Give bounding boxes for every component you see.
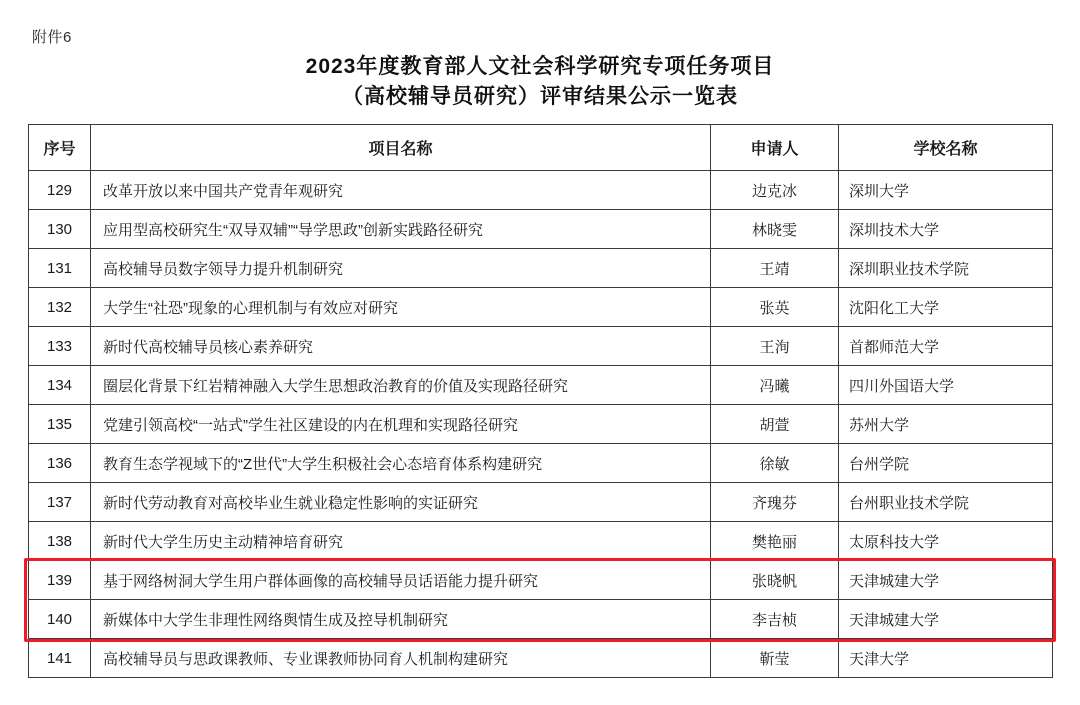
cell-applicant: 边克冰: [711, 171, 839, 210]
cell-applicant: 靳莹: [711, 639, 839, 678]
cell-applicant: 张英: [711, 288, 839, 327]
table-row: [29, 483, 1053, 522]
attachment-label: 附件6: [32, 29, 72, 46]
cell-project-name: 高校辅导员与思政课教师、专业课教师协同育人机制构建研究: [91, 639, 711, 678]
cell-project-name: 党建引领高校“一站式”学生社区建设的内在机理和实现路径研究: [91, 405, 711, 444]
cell-school: 天津大学: [839, 639, 1053, 678]
cell-index: 132: [29, 288, 91, 327]
cell-applicant: 胡萱: [711, 405, 839, 444]
cell-school: 天津城建大学: [839, 600, 1053, 639]
results-table: [28, 124, 1053, 678]
cell-school: 台州职业技术学院: [839, 483, 1053, 522]
table-row: [29, 249, 1053, 288]
cell-project-name: 大学生“社恐”现象的心理机制与有效应对研究: [91, 288, 711, 327]
cell-index: 136: [29, 444, 91, 483]
cell-school: 首都师范大学: [839, 327, 1053, 366]
cell-index: 140: [29, 600, 91, 639]
cell-index: 129: [29, 171, 91, 210]
cell-school: 沈阳化工大学: [839, 288, 1053, 327]
cell-index: 130: [29, 210, 91, 249]
table-row: [29, 366, 1053, 405]
cell-school: 太原科技大学: [839, 522, 1053, 561]
table-row: [29, 405, 1053, 444]
table-header-row: [29, 125, 1053, 171]
cell-project-name: 教育生态学视域下的“Z世代”大学生积极社会心态培育体系构建研究: [91, 444, 711, 483]
cell-index: 139: [29, 561, 91, 600]
cell-index: 134: [29, 366, 91, 405]
cell-school: 深圳职业技术学院: [839, 249, 1053, 288]
table-row: [29, 561, 1053, 600]
cell-project-name: 新媒体中大学生非理性网络舆情生成及控导机制研究: [91, 600, 711, 639]
cell-project-name: 高校辅导员数字领导力提升机制研究: [91, 249, 711, 288]
cell-index: 141: [29, 639, 91, 678]
cell-applicant: 王洵: [711, 327, 839, 366]
results-table-container: [28, 124, 1052, 678]
table-row: [29, 210, 1053, 249]
cell-project-name: 基于网络树洞大学生用户群体画像的高校辅导员话语能力提升研究: [91, 561, 711, 600]
table-row: [29, 288, 1053, 327]
cell-project-name: 新时代劳动教育对高校毕业生就业稳定性影响的实证研究: [91, 483, 711, 522]
table-row: [29, 171, 1053, 210]
cell-school: 苏州大学: [839, 405, 1053, 444]
table-row: [29, 327, 1053, 366]
title-line-1: 2023年度教育部人文社会科学研究专项任务项目: [305, 55, 775, 78]
cell-index: 138: [29, 522, 91, 561]
cell-applicant: 樊艳丽: [711, 522, 839, 561]
column-header-project-name: 项目名称: [91, 125, 711, 171]
cell-school: 台州学院: [839, 444, 1053, 483]
cell-applicant: 李吉桢: [711, 600, 839, 639]
cell-project-name: 改革开放以来中国共产党青年观研究: [91, 171, 711, 210]
cell-applicant: 张晓帆: [711, 561, 839, 600]
cell-index: 133: [29, 327, 91, 366]
table-row: [29, 639, 1053, 678]
cell-applicant: 徐敏: [711, 444, 839, 483]
cell-index: 131: [29, 249, 91, 288]
column-header-school: 学校名称: [839, 125, 1053, 171]
cell-applicant: 冯曦: [711, 366, 839, 405]
cell-index: 137: [29, 483, 91, 522]
column-header-index: 序号: [29, 125, 91, 171]
cell-project-name: 应用型高校研究生“双导双辅”“导学思政”创新实践路径研究: [91, 210, 711, 249]
table-row: [29, 522, 1053, 561]
cell-applicant: 林晓雯: [711, 210, 839, 249]
cell-applicant: 齐瑰芬: [711, 483, 839, 522]
cell-school: 天津城建大学: [839, 561, 1053, 600]
cell-school: 四川外国语大学: [839, 366, 1053, 405]
table-row: [29, 444, 1053, 483]
cell-school: 深圳技术大学: [839, 210, 1053, 249]
cell-project-name: 新时代大学生历史主动精神培育研究: [91, 522, 711, 561]
title-line-2: （高校辅导员研究）评审结果公示一览表: [342, 85, 738, 109]
cell-project-name: 圈层化背景下红岩精神融入大学生思想政治教育的价值及实现路径研究: [91, 366, 711, 405]
table-body: [29, 171, 1053, 678]
column-header-applicant: 申请人: [711, 125, 839, 171]
cell-school: 深圳大学: [839, 171, 1053, 210]
cell-applicant: 王靖: [711, 249, 839, 288]
table-row: [29, 600, 1053, 639]
cell-project-name: 新时代高校辅导员核心素养研究: [91, 327, 711, 366]
cell-index: 135: [29, 405, 91, 444]
page-title: [0, 0, 1080, 113]
